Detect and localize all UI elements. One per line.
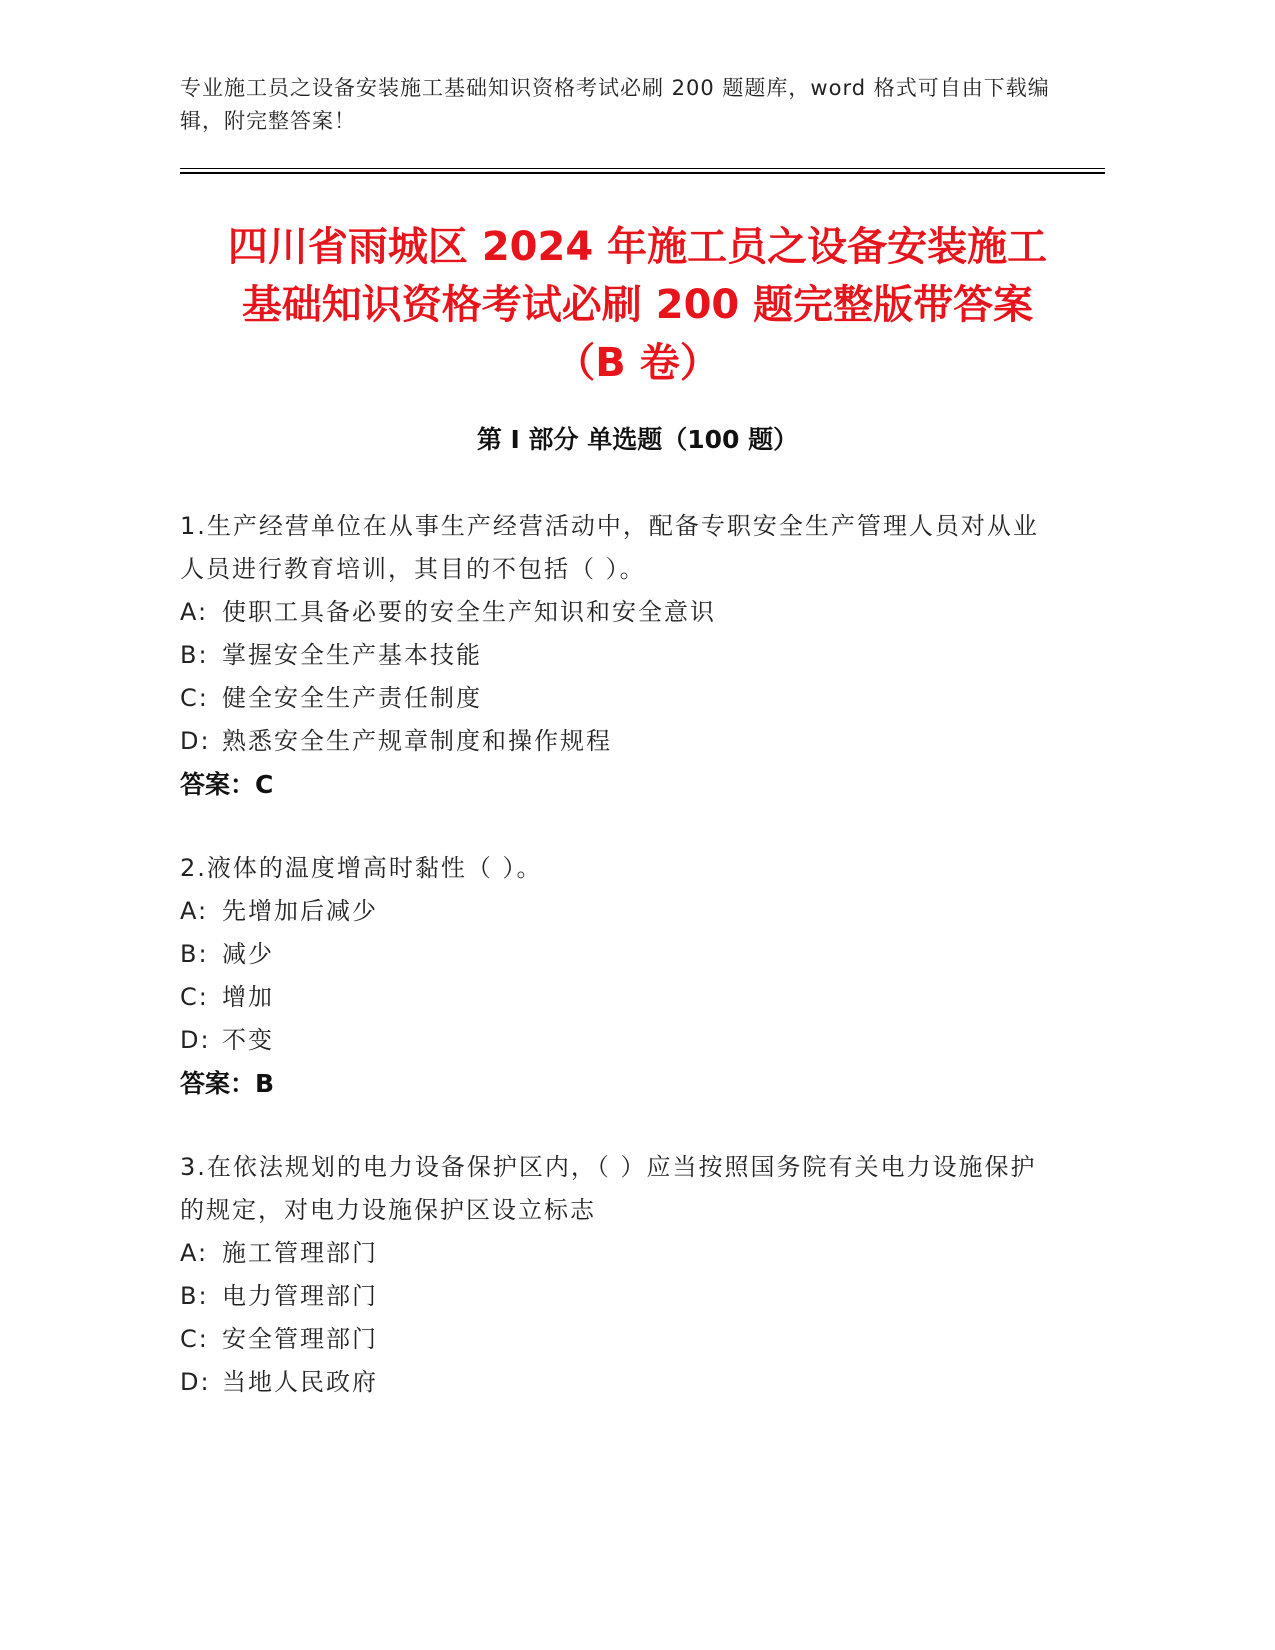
option-text: 使职工具备必要的安全生产知识和安全意识: [222, 598, 716, 626]
question-text: 2.液体的温度增高时黏性（ ）。: [180, 854, 543, 882]
option-a: [180, 591, 1060, 634]
option-key: B:: [180, 940, 209, 968]
question-text: 3.在依法规划的电力设备保护区内，（ ）应当按照国务院有关电力设施保护的规定，对电力设施保护区设立标志: [180, 1153, 1037, 1224]
option-text: 增加: [222, 983, 274, 1011]
option-key: D:: [180, 1026, 211, 1054]
option-b: [180, 933, 1060, 976]
option-c: [180, 976, 1060, 1019]
option-key: B:: [180, 641, 209, 669]
option-key: C:: [180, 1325, 209, 1353]
header-divider-thin: [180, 168, 1105, 169]
option-text: 熟悉安全生产规章制度和操作规程: [222, 727, 612, 755]
question-2: [180, 847, 1060, 1106]
option-a: [180, 1232, 1060, 1275]
question-3: [180, 1146, 1060, 1404]
document-title-line-3: （B 卷）: [555, 340, 720, 386]
option-text: 减少: [222, 940, 274, 968]
option-key: C:: [180, 684, 209, 712]
question-text: 1.生产经营单位在从事生产经营活动中，配备专职安全生产管理人员对从业人员进行教育培训，其目的不包括（ ）。: [180, 512, 1039, 583]
option-key: C:: [180, 983, 209, 1011]
option-text: 掌握安全生产基本技能: [222, 641, 482, 669]
option-text: 健全安全生产责任制度: [222, 684, 482, 712]
option-d: [180, 720, 1060, 763]
section-title: 第 I 部分 单选题（100 题）: [476, 425, 799, 454]
option-key: B:: [180, 1282, 209, 1310]
answer: 答案：C: [180, 770, 274, 799]
document-title-line-1: 四川省雨城区 2024 年施工员之设备安装施工: [227, 224, 1048, 270]
option-text: 安全管理部门: [222, 1325, 378, 1353]
option-a: [180, 890, 1060, 933]
header-divider-thick: [180, 172, 1105, 174]
question-1: [180, 505, 1060, 807]
option-key: A:: [180, 897, 209, 925]
option-b: [180, 1275, 1060, 1318]
option-text: 先增加后减少: [222, 897, 378, 925]
option-key: D:: [180, 1368, 211, 1396]
question-list: [180, 505, 1060, 1444]
option-b: [180, 634, 1060, 677]
option-text: 电力管理部门: [222, 1282, 378, 1310]
option-text: 当地人民政府: [222, 1368, 378, 1396]
option-c: [180, 677, 1060, 720]
option-c: [180, 1318, 1060, 1361]
option-d: [180, 1019, 1060, 1062]
option-key: D:: [180, 727, 211, 755]
document-title: [150, 218, 1125, 392]
answer: 答案：B: [180, 1069, 275, 1098]
document-title-line-2: 基础知识资格考试必刷 200 题完整版带答案: [241, 282, 1034, 328]
option-key: A:: [180, 1239, 209, 1267]
option-key: A:: [180, 598, 209, 626]
header-note: 专业施工员之设备安装施工基础知识资格考试必刷 200 题题库，word 格式可自由下载编辑，附完整答案！: [180, 76, 1050, 133]
option-text: 不变: [222, 1026, 274, 1054]
option-d: [180, 1361, 1060, 1404]
option-text: 施工管理部门: [222, 1239, 378, 1267]
